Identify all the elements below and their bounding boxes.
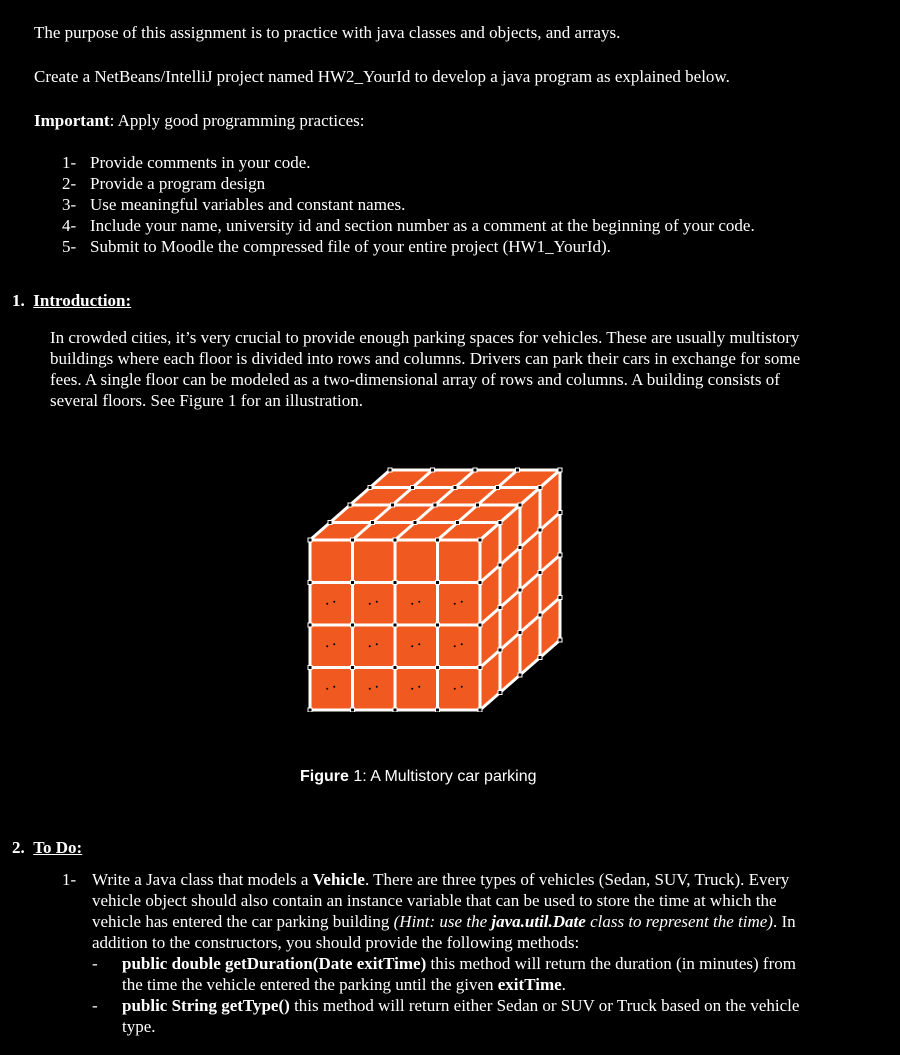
cell-dot [376,686,378,688]
cell-dot [418,601,420,603]
section-1-heading [12,291,131,311]
cell-dot [333,643,335,645]
grid-node [393,666,397,670]
section-2-number: 2. [12,838,25,857]
list-item [62,195,405,215]
grid-node [558,638,562,642]
figure-caption-text: 1: A Multistory car parking [348,768,537,785]
list-item-text: Submit to Moodle the compressed file of your entire project (HW1_YourId). [90,237,611,256]
cell-dot [326,603,328,605]
grid-node [558,553,562,557]
list-item-text: Provide comments in your code. [90,153,311,172]
method-signature: public String getType() [122,996,290,1015]
list-item [62,153,311,173]
grid-node [393,708,397,712]
hint-text: (Hint: use the [393,912,492,931]
grid-node [498,563,502,567]
section-1-title: Introduction: [33,291,132,310]
grid-node [518,546,522,550]
grid-node [453,486,457,490]
grid-node [368,486,372,490]
grid-node [558,596,562,600]
todo-line: addition to the constructors, you should provide the following methods: [92,933,580,952]
grid-node [351,581,355,585]
todo-text: vehicle has entered the car parking building [92,912,394,931]
figure-label: Figure [300,768,349,785]
cell-dot [454,645,456,647]
grid-node [351,538,355,542]
method-dash: - [92,954,98,973]
list-item [62,174,265,194]
grid-node [456,521,460,525]
grid-node [308,623,312,627]
grid-node [308,538,312,542]
list-item-text: Include your name, university id and section number as a comment at the beginning of your code. [90,216,755,235]
grid-node [431,468,435,472]
grid-node [538,571,542,575]
grid-node [436,666,440,670]
parking-cube-figure [300,462,600,712]
grid-node [478,666,482,670]
cell-dot [376,601,378,603]
grid-node [308,666,312,670]
cell-dot [369,603,371,605]
grid-node [516,468,520,472]
grid-node [518,588,522,592]
cell-dot [461,643,463,645]
list-item-number: 5- [62,237,77,256]
grid-node [393,623,397,627]
paragraph-line: fees. A single floor can be modeled as a two-dimensional array of rows and columns. A building consists of [50,370,780,389]
grid-node [518,673,522,677]
cell-dot [411,688,413,690]
grid-node [351,623,355,627]
grid-node [558,511,562,515]
cell-dot [411,645,413,647]
vehicle-class-name: Vehicle [312,870,365,889]
section-1-number: 1. [12,291,25,310]
grid-node [413,521,417,525]
grid-node [538,528,542,532]
section-2-title: To Do: [33,838,83,857]
method-line: type. [122,1017,156,1036]
grid-node [498,606,502,610]
todo-text: . There are three types of vehicles (Sedan, SUV, Truck). Every [364,870,790,889]
method-signature: public double getDuration(Date exitTime) [122,954,427,973]
todo-item-number: 1- [62,870,77,889]
grid-node [391,503,395,507]
grid-node [328,521,332,525]
method-line [122,996,853,1016]
method-line [122,954,853,974]
grid-node [476,503,480,507]
method-line [122,975,566,995]
grid-node [436,623,440,627]
grid-node [538,656,542,660]
grid-node [498,691,502,695]
important-text: : Apply good programming practices: [109,111,365,130]
todo-line: vehicle object should also contain an instance variable that can be used to store the time at which the [92,891,777,910]
grid-node [518,631,522,635]
grid-node [478,708,482,712]
todo-line [92,912,853,932]
cell-dot [333,601,335,603]
hint-class-name: java.util.Date [491,912,586,931]
grid-node [538,486,542,490]
grid-node [436,708,440,712]
list-item-number: 2- [62,174,77,193]
create-project-text: Create a NetBeans/IntelliJ project named HW2_YourId to develop a java program as explained below. [34,67,730,86]
todo-text: . In [772,912,796,931]
cell-dot [454,688,456,690]
grid-node [558,468,562,472]
cell-dot [326,645,328,647]
cell-dot [418,686,420,688]
grid-node [393,538,397,542]
grid-node [498,648,502,652]
cell-dot [369,645,371,647]
grid-node [433,503,437,507]
important-label: Important [34,111,110,130]
cell-dot [411,603,413,605]
list-item-number: 4- [62,216,77,235]
cell-dot [461,601,463,603]
grid-node [478,581,482,585]
cell-dot [376,643,378,645]
grid-node [308,708,312,712]
grid-node [478,623,482,627]
grid-node [393,581,397,585]
method-param: exitTime [497,975,562,994]
grid-node [478,538,482,542]
paragraph-line: several floors. See Figure 1 for an illustration. [50,391,364,410]
grid-node [308,581,312,585]
grid-node [411,486,415,490]
important-line [34,111,365,131]
todo-line [92,870,853,890]
grid-node [371,521,375,525]
cell-dot [333,686,335,688]
purpose-text: The purpose of this assignment is to practice with java classes and objects, and arrays. [34,23,621,42]
grid-node [496,486,500,490]
paragraph-line: buildings where each floor is divided into rows and columns. Drivers can park their cars in exchange for some [50,349,801,368]
method-description: the time the vehicle entered the parking until the given [122,975,498,994]
paragraph-line: In crowded cities, it’s very crucial to provide enough parking spaces for vehicles. These are usually multistory [50,328,800,347]
method-dash: - [92,996,98,1015]
cell-dot [461,686,463,688]
grid-node [388,468,392,472]
grid-node [351,666,355,670]
grid-node [498,521,502,525]
list-item-text: Use meaningful variables and constant names. [90,195,406,214]
cell-dot [418,643,420,645]
section-2-heading [12,838,82,858]
list-item-text: Provide a program design [90,174,266,193]
cell-dot [369,688,371,690]
grid-node [436,538,440,542]
grid-node [473,468,477,472]
grid-node [538,613,542,617]
grid-node [348,503,352,507]
hint-text: class to represent the time) [585,912,773,931]
list-item [62,216,755,236]
cell-dot [326,688,328,690]
cell-dot [454,603,456,605]
figure-caption [300,768,537,786]
todo-text: Write a Java class that models a [92,870,313,889]
grid-node [351,708,355,712]
list-item-number: 3- [62,195,77,214]
method-description: this method will return either Sedan or SUV or Truck based on the vehicle [289,996,800,1015]
method-description: this method will return the duration (in minutes) from [426,954,796,973]
method-description: . [561,975,566,994]
list-item-number: 1- [62,153,77,172]
grid-node [518,503,522,507]
grid-node [436,581,440,585]
list-item [62,237,611,257]
